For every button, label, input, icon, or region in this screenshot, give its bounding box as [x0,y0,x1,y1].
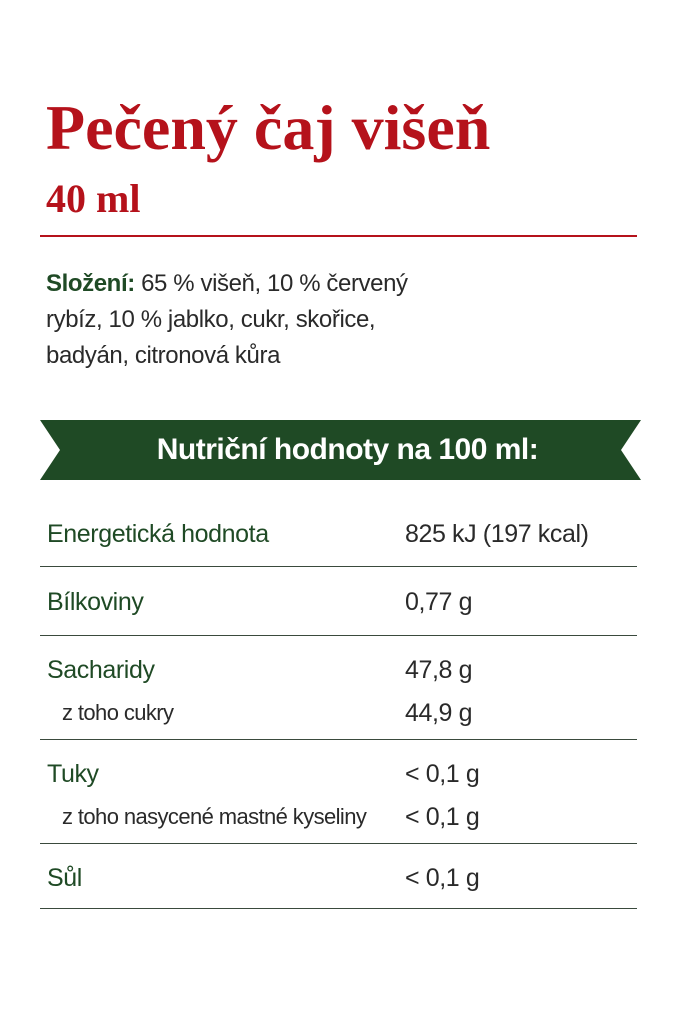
row-subvalue: 44,9 g [405,699,473,727]
nutrition-banner [40,420,641,480]
row-value: < 0,1 g [405,864,480,892]
table-row-carbohydrates [40,636,637,740]
row-value: 47,8 g [405,656,473,684]
row-name: Sůl [47,864,82,892]
row-value: 825 kJ (197 kcal) [405,520,589,548]
table-row-fat [40,740,637,844]
product-title: Pečený čaj višeň [46,92,491,163]
table-row-protein [40,567,637,636]
ingredients-text: 65 % višeň, 10 % červený rybíz, 10 % jablko, cukr, skořice, badyán, citronová kůra [46,270,408,369]
row-name: Tuky [47,760,99,788]
row-name: Energetická hodnota [47,520,269,548]
row-subname: z toho nasycené mastné kyseliny [62,804,367,829]
table-row-energy [40,500,637,567]
row-subname: z toho cukry [62,700,174,725]
product-volume: 40 ml [46,176,141,221]
row-name: Bílkoviny [47,588,144,616]
row-name: Sacharidy [47,656,155,684]
nutrition-table [40,500,637,909]
ingredients-block [46,266,446,374]
table-row-salt [40,844,637,909]
ingredients-label: Složení: [46,270,135,297]
title-divider [40,235,637,237]
nutrition-heading: Nutriční hodnoty na 100 ml: [156,433,539,466]
row-value: < 0,1 g [405,760,480,788]
row-value: 0,77 g [405,588,473,616]
row-subvalue: < 0,1 g [405,803,480,831]
